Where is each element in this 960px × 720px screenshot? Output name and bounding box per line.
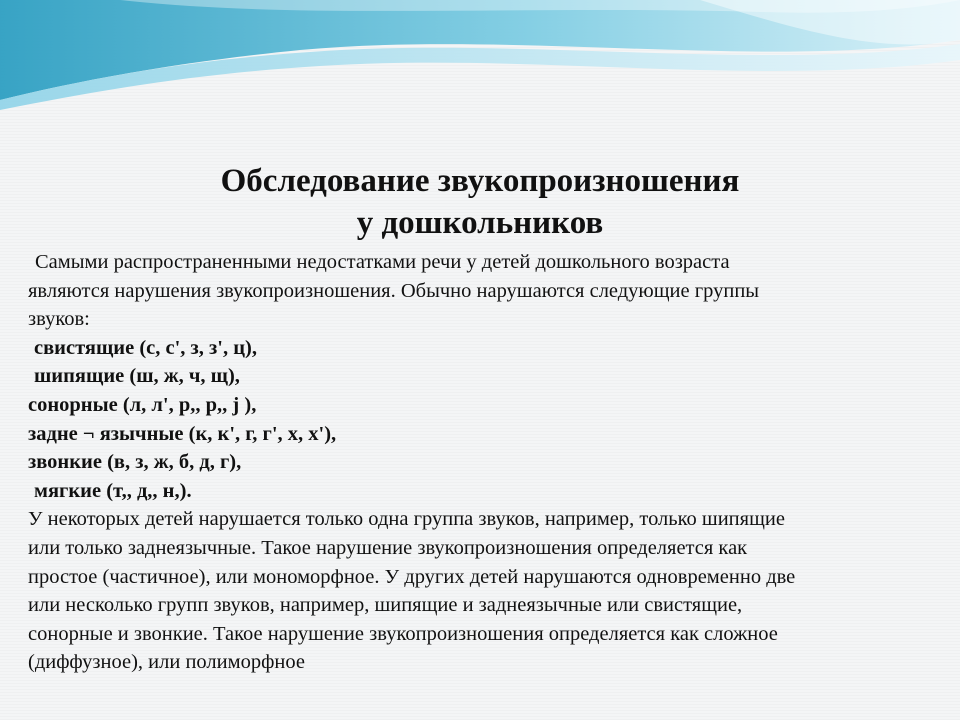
- group-item: звонкие (в, з, ж, б, д, г),: [28, 451, 242, 474]
- slide-body: [28, 248, 938, 677]
- conclusion-line: простое (частичное), или мономорфное. У других детей нарушаются одновременно две: [28, 565, 796, 588]
- group-item: мягкие (т,, д,, н,).: [34, 479, 192, 502]
- group-item: свистящие (с, с', з, з', ц),: [34, 336, 257, 359]
- decorative-wave-header: [0, 0, 960, 130]
- conclusion-line: или несколько групп звуков, например, шипящие и заднеязычные или свистящие,: [28, 594, 743, 617]
- intro-line-3: звуков:: [28, 308, 90, 331]
- conclusion-line: сонорные и звонкие. Такое нарушение звукопроизношения определяется как сложное: [28, 622, 778, 645]
- group-item: шипящие (ш, ж, ч, щ),: [34, 365, 240, 388]
- group-item: сонорные (л, л', р,, р,, j ),: [28, 393, 257, 416]
- group-item: задне ¬ язычные (к, к', г, г', х, х'),: [28, 422, 337, 445]
- intro-line-1: Самыми распространенными недостатками речи у детей дошкольного возраста: [35, 251, 730, 273]
- conclusion-line: (диффузное), или полиморфное: [28, 651, 305, 674]
- slide-title: [0, 160, 960, 244]
- conclusion-line: У некоторых детей нарушается только одна группа звуков, например, только шипящие: [28, 508, 785, 531]
- title-line-1: Обследование звукопроизношения: [220, 163, 740, 199]
- conclusion-line: или только заднеязычные. Такое нарушение звукопроизношения определяется как: [28, 536, 748, 559]
- intro-line-2: являются нарушения звукопроизношения. Обычно нарушаются следующие группы: [28, 279, 760, 302]
- title-line-2: у дошкольников: [356, 205, 604, 241]
